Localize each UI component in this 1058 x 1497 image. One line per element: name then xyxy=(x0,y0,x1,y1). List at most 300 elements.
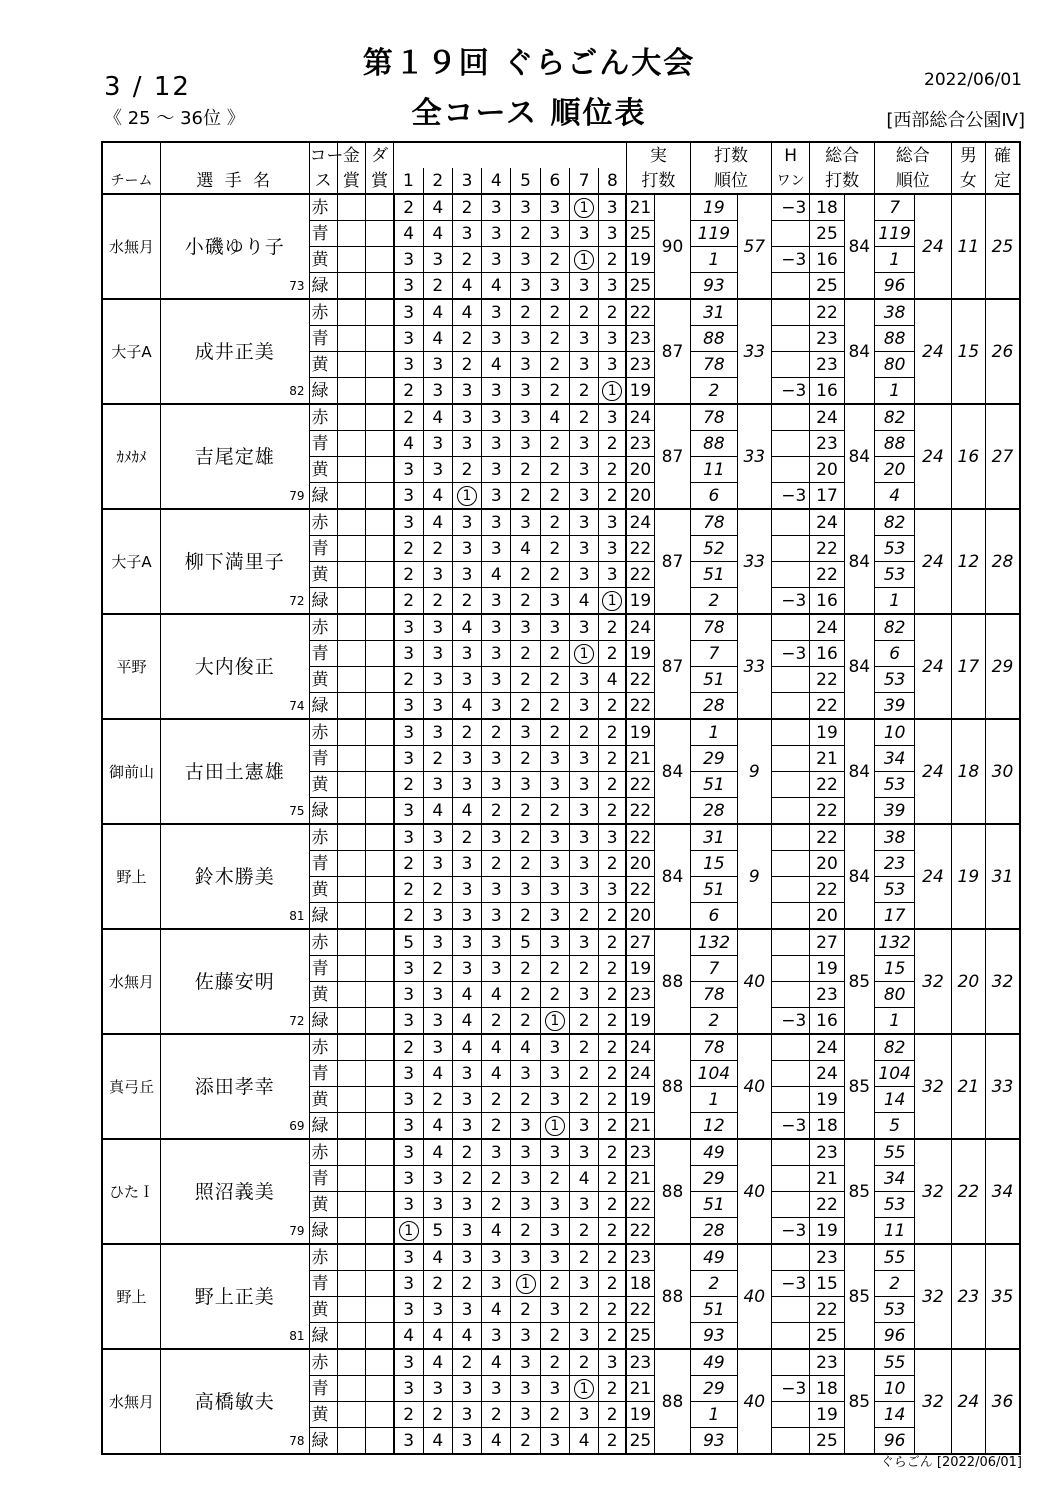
hole-score-cell: 3 xyxy=(540,877,569,903)
course-score-cell: 24 xyxy=(626,614,654,641)
overall-course-rank-cell: 11 xyxy=(874,1218,914,1245)
player-name: 大内俊正 xyxy=(194,655,275,678)
hole-in-one-bonus-cell: −3 xyxy=(771,194,809,221)
hole-score-cell: 3 xyxy=(570,772,599,798)
hole-score-cell: 4 xyxy=(452,1323,481,1350)
da-cell xyxy=(366,746,394,772)
hole-score-cell: 3 xyxy=(540,1428,569,1455)
hole-in-one-mark: 1 xyxy=(574,250,594,270)
hole-score-cell: 4 xyxy=(482,1034,511,1061)
hole-score-cell: 2 xyxy=(570,404,599,431)
actual-total-cell: 87 xyxy=(654,299,690,404)
hole-score-cell: 2 xyxy=(511,457,540,483)
player-age: 72 xyxy=(289,1014,305,1028)
actual-total-cell: 87 xyxy=(654,509,690,614)
gold-cell xyxy=(337,746,365,772)
hole-score-cell: 3 xyxy=(599,404,626,431)
hole-score-cell: 2 xyxy=(599,956,626,982)
player-name: 佐藤安明 xyxy=(194,970,275,993)
hole-score-cell: 4 xyxy=(452,273,481,300)
course-score-cell: 24 xyxy=(626,509,654,536)
actual-total-cell: 84 xyxy=(654,719,690,824)
hole-score-cell: 3 xyxy=(599,352,626,378)
hole-score-cell: 3 xyxy=(540,194,569,221)
course-score-cell: 25 xyxy=(626,1428,654,1455)
course-total-cell: 22 xyxy=(810,536,844,562)
stroke-rank-cell: 40 xyxy=(737,1034,771,1139)
gold-cell xyxy=(337,1271,365,1297)
course-score-cell: 24 xyxy=(626,404,654,431)
hole-score-cell: 2 xyxy=(540,352,569,378)
da-cell xyxy=(366,404,394,431)
overall-course-rank-cell: 53 xyxy=(874,667,914,693)
course-rank-cell: 93 xyxy=(691,1428,737,1455)
da-cell xyxy=(366,273,394,300)
da-cell xyxy=(366,352,394,378)
hole-in-one-mark: 1 xyxy=(516,1274,536,1294)
hole-score-cell: 2 xyxy=(599,1323,626,1350)
course-cell: 赤 xyxy=(309,824,337,851)
hole-score-cell: 3 xyxy=(482,299,511,326)
hole-score-cell: 2 xyxy=(511,483,540,510)
hole-score-cell: 3 xyxy=(423,641,452,667)
stroke-rank-cell: 33 xyxy=(737,614,771,719)
hole-score-cell: 2 xyxy=(599,247,626,273)
hole-header: 6 xyxy=(540,168,569,194)
overall-course-rank-cell: 38 xyxy=(874,299,914,326)
course-cell: 赤 xyxy=(309,509,337,536)
player-header: 選 手 名 xyxy=(161,168,309,194)
hole-score-cell: 5 xyxy=(511,929,540,956)
course-total-cell: 16 xyxy=(810,378,844,405)
course-cell: 青 xyxy=(309,1166,337,1192)
hole-score-cell: 3 xyxy=(423,693,452,720)
course-score-cell: 25 xyxy=(626,273,654,300)
hole-score-cell: 4 xyxy=(423,1349,452,1376)
course-total-cell: 19 xyxy=(810,1218,844,1245)
hole-score-cell: 2 xyxy=(599,641,626,667)
course-score-cell: 23 xyxy=(626,982,654,1008)
course-cell: 緑 xyxy=(309,1218,337,1245)
hole-score-cell: 2 xyxy=(599,614,626,641)
course-cell: 青 xyxy=(309,956,337,982)
hole-score-cell: 4 xyxy=(482,982,511,1008)
total-strokes-cell: 84 xyxy=(844,509,874,614)
course-total-cell: 24 xyxy=(810,404,844,431)
hole-score-cell: 4 xyxy=(570,1166,599,1192)
hole-score-cell: 2 xyxy=(599,1244,626,1271)
hone-header-top: H xyxy=(771,142,809,168)
hole-score-cell: 3 xyxy=(570,431,599,457)
hole-score-cell: 2 xyxy=(452,194,481,221)
hole-score-cell xyxy=(394,1218,423,1245)
hole-score-cell: 3 xyxy=(394,1087,423,1113)
hole-header: 4 xyxy=(482,168,511,194)
hole-score-cell: 3 xyxy=(540,1139,569,1166)
hole-score-cell: 2 xyxy=(570,1008,599,1035)
final-header-top: 確 xyxy=(986,142,1021,168)
total-rank-cell: 32 xyxy=(915,1034,951,1139)
overall-course-rank-cell: 82 xyxy=(874,509,914,536)
hole-score-cell: 2 xyxy=(540,378,569,405)
hole-score-cell: 3 xyxy=(482,772,511,798)
hole-score-cell: 2 xyxy=(511,299,540,326)
course-total-cell: 22 xyxy=(810,1192,844,1218)
hole-score-cell: 4 xyxy=(452,299,481,326)
gender-rank-cell: 18 xyxy=(951,719,985,824)
course-cell: 赤 xyxy=(309,194,337,221)
team-cell: 御前山 xyxy=(102,719,161,824)
team-cell: 大子A xyxy=(102,299,161,404)
actual-total-cell: 88 xyxy=(654,1349,690,1454)
team-cell: 大子A xyxy=(102,509,161,614)
player-name-cell xyxy=(161,824,309,929)
hole-score-cell: 2 xyxy=(511,1008,540,1035)
course-rank-cell: 2 xyxy=(691,1008,737,1035)
course-cell: 緑 xyxy=(309,693,337,720)
hole-score-cell: 3 xyxy=(482,929,511,956)
da-cell xyxy=(366,1323,394,1350)
hole-score-cell: 3 xyxy=(482,1271,511,1297)
overall-course-rank-cell: 53 xyxy=(874,877,914,903)
course-total-cell: 19 xyxy=(810,1402,844,1428)
hole-score-cell: 3 xyxy=(570,1323,599,1350)
gold-cell xyxy=(337,719,365,746)
total-rank-header: 順位 xyxy=(874,168,951,194)
hole-score-cell: 2 xyxy=(452,326,481,352)
total-rank-cell: 32 xyxy=(915,1244,951,1349)
player-name-cell xyxy=(161,299,309,404)
da-cell xyxy=(366,667,394,693)
hole-score-cell: 2 xyxy=(511,956,540,982)
hole-score-cell: 3 xyxy=(570,326,599,352)
hole-score-cell: 3 xyxy=(540,1034,569,1061)
gold-cell xyxy=(337,273,365,300)
hole-score-cell: 2 xyxy=(452,824,481,851)
actual-total-cell: 88 xyxy=(654,1244,690,1349)
hole-score-cell: 3 xyxy=(570,1271,599,1297)
gold-cell xyxy=(337,798,365,825)
hole-score-cell: 4 xyxy=(482,1428,511,1455)
stroke-rank-cell: 40 xyxy=(737,929,771,1034)
hole-score-cell: 5 xyxy=(423,1218,452,1245)
da-cell xyxy=(366,1113,394,1140)
gold-cell xyxy=(337,614,365,641)
hole-in-one-bonus-cell xyxy=(771,1244,809,1271)
overall-course-rank-cell: 82 xyxy=(874,404,914,431)
total-rank-cell: 32 xyxy=(915,1139,951,1244)
hole-score-cell: 4 xyxy=(423,1244,452,1271)
course-cell: 緑 xyxy=(309,273,337,300)
hole-score-cell: 2 xyxy=(511,798,540,825)
table-row xyxy=(102,929,1020,956)
gold-cell xyxy=(337,352,365,378)
hole-in-one-bonus-cell: −3 xyxy=(771,1271,809,1297)
gold-cell xyxy=(337,509,365,536)
player-name-cell xyxy=(161,614,309,719)
course-rank-cell: 15 xyxy=(691,851,737,877)
hole-score-cell: 4 xyxy=(423,299,452,326)
hole-score-cell: 3 xyxy=(423,1297,452,1323)
hole-score-cell: 3 xyxy=(423,851,452,877)
hole-score-cell: 3 xyxy=(452,1297,481,1323)
total-strokes-cell: 85 xyxy=(844,1034,874,1139)
hole-score-cell: 3 xyxy=(394,247,423,273)
table-row xyxy=(102,824,1020,851)
overall-course-rank-cell: 104 xyxy=(874,1061,914,1087)
hole-score-cell: 2 xyxy=(570,719,599,746)
hole-score-cell: 3 xyxy=(423,719,452,746)
overall-course-rank-cell: 53 xyxy=(874,772,914,798)
hole-score-cell: 2 xyxy=(599,1192,626,1218)
player-age: 82 xyxy=(289,384,305,398)
stroke-rank-cell: 40 xyxy=(737,1139,771,1244)
hole-in-one-bonus-cell xyxy=(771,1061,809,1087)
hole-score-cell: 2 xyxy=(482,851,511,877)
hole-score-cell: 3 xyxy=(482,824,511,851)
total-rank-header-top: 総合 xyxy=(874,142,951,168)
hole-score-cell: 3 xyxy=(540,851,569,877)
hole-score-cell: 2 xyxy=(599,772,626,798)
hole-score-cell: 2 xyxy=(599,1428,626,1455)
hole-in-one-mark: 1 xyxy=(399,1221,419,1241)
hole-score-cell: 3 xyxy=(452,1087,481,1113)
course-total-cell: 22 xyxy=(810,667,844,693)
hole-score-cell: 3 xyxy=(570,457,599,483)
hole-score-cell: 4 xyxy=(423,404,452,431)
hole-score-cell: 2 xyxy=(423,877,452,903)
course-cell: 赤 xyxy=(309,1034,337,1061)
hole-score-cell: 3 xyxy=(394,1271,423,1297)
hole-score-cell: 3 xyxy=(423,431,452,457)
hole-score-cell: 4 xyxy=(482,562,511,588)
hole-score-cell: 2 xyxy=(570,956,599,982)
hole-score-cell: 3 xyxy=(599,1349,626,1376)
player-name-cell xyxy=(161,194,309,299)
course-total-cell: 23 xyxy=(810,1349,844,1376)
hole-score-cell xyxy=(599,588,626,615)
gold-cell xyxy=(337,1113,365,1140)
hole-score-cell: 2 xyxy=(423,1087,452,1113)
da-cell xyxy=(366,1297,394,1323)
hole-in-one-bonus-cell xyxy=(771,404,809,431)
total-strokes-cell: 84 xyxy=(844,614,874,719)
da-cell xyxy=(366,1087,394,1113)
player-age: 74 xyxy=(289,699,305,713)
hole-score-cell: 4 xyxy=(423,798,452,825)
hole-score-cell: 3 xyxy=(423,772,452,798)
hole-score-cell: 3 xyxy=(482,1244,511,1271)
gold-cell xyxy=(337,1402,365,1428)
hole-score-cell: 2 xyxy=(570,299,599,326)
hole-score-cell: 3 xyxy=(452,641,481,667)
hole-in-one-bonus-cell xyxy=(771,877,809,903)
ranking-table xyxy=(101,141,1021,1455)
hole-in-one-mark: 1 xyxy=(457,486,477,506)
course-total-cell: 24 xyxy=(810,1034,844,1061)
overall-course-rank-cell: 96 xyxy=(874,273,914,300)
course-cell: 緑 xyxy=(309,1008,337,1035)
course-score-cell: 22 xyxy=(626,824,654,851)
course-rank-cell: 11 xyxy=(691,457,737,483)
hole-score-cell: 2 xyxy=(511,667,540,693)
player-name: 高橋敏夫 xyxy=(194,1390,275,1413)
hole-score-cell: 3 xyxy=(570,221,599,247)
final-rank-cell: 31 xyxy=(986,824,1021,929)
gold-header-top: 金 xyxy=(337,142,365,168)
hole-score-cell: 3 xyxy=(570,1192,599,1218)
hole-score-cell: 3 xyxy=(423,1192,452,1218)
hole-score-cell: 3 xyxy=(394,1139,423,1166)
hole-score-cell: 2 xyxy=(452,457,481,483)
total-rank-cell: 32 xyxy=(915,1349,951,1454)
hole-score-cell: 3 xyxy=(394,273,423,300)
hole-score-cell: 3 xyxy=(599,536,626,562)
da-cell xyxy=(366,509,394,536)
course-rank-cell: 132 xyxy=(691,929,737,956)
hole-score-cell: 3 xyxy=(570,1139,599,1166)
hole-in-one-bonus-cell: −3 xyxy=(771,1376,809,1402)
course-cell: 赤 xyxy=(309,1139,337,1166)
course-rank-cell: 78 xyxy=(691,614,737,641)
da-cell xyxy=(366,1271,394,1297)
hole-score-cell: 3 xyxy=(452,956,481,982)
hole-score-cell: 3 xyxy=(570,352,599,378)
player-name: 照沼義美 xyxy=(194,1180,275,1203)
course-cell: 黄 xyxy=(309,877,337,903)
da-cell xyxy=(366,851,394,877)
hole-score-cell: 2 xyxy=(599,483,626,510)
course-cell: 赤 xyxy=(309,929,337,956)
hole-score-cell: 3 xyxy=(482,378,511,405)
hole-score-cell: 2 xyxy=(423,588,452,615)
hole-in-one-bonus-cell xyxy=(771,562,809,588)
course-rank-cell: 29 xyxy=(691,746,737,772)
hole-score-cell: 4 xyxy=(482,273,511,300)
hole-score-cell: 3 xyxy=(394,1113,423,1140)
hole-score-cell: 3 xyxy=(599,194,626,221)
hole-score-cell: 3 xyxy=(452,1402,481,1428)
course-rank-cell: 51 xyxy=(691,1297,737,1323)
hole-score-cell: 4 xyxy=(423,326,452,352)
final-rank-cell: 36 xyxy=(986,1349,1021,1454)
hole-score-cell xyxy=(599,378,626,405)
course-cell: 黄 xyxy=(309,982,337,1008)
hole-score-cell: 2 xyxy=(394,194,423,221)
total-header: 打数 xyxy=(810,168,875,194)
hole-score-cell: 2 xyxy=(394,536,423,562)
hole-score-cell: 2 xyxy=(394,588,423,615)
hole-score-cell xyxy=(511,1271,540,1297)
actual-header-top: 実 xyxy=(626,142,691,168)
course-score-cell: 22 xyxy=(626,693,654,720)
overall-course-rank-cell: 6 xyxy=(874,641,914,667)
hole-score-cell: 2 xyxy=(540,247,569,273)
total-strokes-cell: 85 xyxy=(844,1349,874,1454)
hole-score-cell: 3 xyxy=(540,929,569,956)
hole-header: 5 xyxy=(511,168,540,194)
total-strokes-cell: 84 xyxy=(844,719,874,824)
hole-score-cell: 3 xyxy=(570,1402,599,1428)
hole-score-cell: 3 xyxy=(511,1349,540,1376)
da-cell xyxy=(366,1034,394,1061)
course-rank-cell: 1 xyxy=(691,1402,737,1428)
course-total-cell: 24 xyxy=(810,614,844,641)
hole-score-cell: 3 xyxy=(570,746,599,772)
hole-score-cell: 2 xyxy=(540,641,569,667)
course-rank-cell: 51 xyxy=(691,877,737,903)
hole-score-cell: 2 xyxy=(570,378,599,405)
course-total-cell: 25 xyxy=(810,221,844,247)
total-strokes-cell: 85 xyxy=(844,1139,874,1244)
hole-score-cell: 4 xyxy=(482,1297,511,1323)
overall-course-rank-cell: 7 xyxy=(874,194,914,221)
overall-course-rank-cell: 55 xyxy=(874,1244,914,1271)
player-age: 73 xyxy=(289,279,305,293)
hole-score-cell: 2 xyxy=(423,1402,452,1428)
course-score-cell: 24 xyxy=(626,1061,654,1087)
hole-score-cell: 3 xyxy=(511,404,540,431)
gender-rank-cell: 22 xyxy=(951,1139,985,1244)
hole-in-one-bonus-cell xyxy=(771,746,809,772)
overall-course-rank-cell: 14 xyxy=(874,1402,914,1428)
course-score-cell: 20 xyxy=(626,903,654,930)
hole-score-cell: 3 xyxy=(570,693,599,720)
hole-in-one-bonus-cell xyxy=(771,1192,809,1218)
course-header-top: コー xyxy=(309,142,337,168)
hole-score-cell: 4 xyxy=(452,1034,481,1061)
hole-score-cell: 3 xyxy=(394,483,423,510)
hole-score-cell: 2 xyxy=(540,1166,569,1192)
final-rank-cell: 27 xyxy=(986,404,1021,509)
hole-score-cell: 3 xyxy=(511,1323,540,1350)
hole-in-one-bonus-cell xyxy=(771,956,809,982)
gold-cell xyxy=(337,1218,365,1245)
hole-score-cell: 2 xyxy=(599,1376,626,1402)
gender-rank-cell: 19 xyxy=(951,824,985,929)
hole-score-cell: 3 xyxy=(570,1113,599,1140)
player-name-cell xyxy=(161,719,309,824)
hole-score-cell: 3 xyxy=(570,929,599,956)
final-rank-cell: 26 xyxy=(986,299,1021,404)
hole-score-cell: 2 xyxy=(599,1402,626,1428)
hole-score-cell: 3 xyxy=(482,877,511,903)
course-total-cell: 23 xyxy=(810,352,844,378)
course-score-cell: 23 xyxy=(626,1244,654,1271)
gold-cell xyxy=(337,772,365,798)
hole-score-cell: 2 xyxy=(599,903,626,930)
team-cell: 野上 xyxy=(102,1244,161,1349)
hole-score-cell: 2 xyxy=(452,719,481,746)
hole-score-cell: 2 xyxy=(599,746,626,772)
overall-course-rank-cell: 10 xyxy=(874,1376,914,1402)
header-row-top xyxy=(102,142,1020,168)
player-name: 吉尾定雄 xyxy=(194,445,275,468)
hole-score-cell: 3 xyxy=(511,1166,540,1192)
hole-score-cell: 4 xyxy=(570,588,599,615)
hole-score-cell: 2 xyxy=(452,1139,481,1166)
course-score-cell: 19 xyxy=(626,247,654,273)
hole-score-cell: 2 xyxy=(540,483,569,510)
gold-cell xyxy=(337,929,365,956)
course-cell: 青 xyxy=(309,851,337,877)
hole-score-cell: 3 xyxy=(394,1297,423,1323)
hole-score-cell: 2 xyxy=(394,378,423,405)
hole-in-one-bonus-cell xyxy=(771,1139,809,1166)
player-name: 添田孝幸 xyxy=(194,1075,275,1098)
hole-score-cell: 3 xyxy=(570,509,599,536)
hole-score-cell: 2 xyxy=(570,1218,599,1245)
